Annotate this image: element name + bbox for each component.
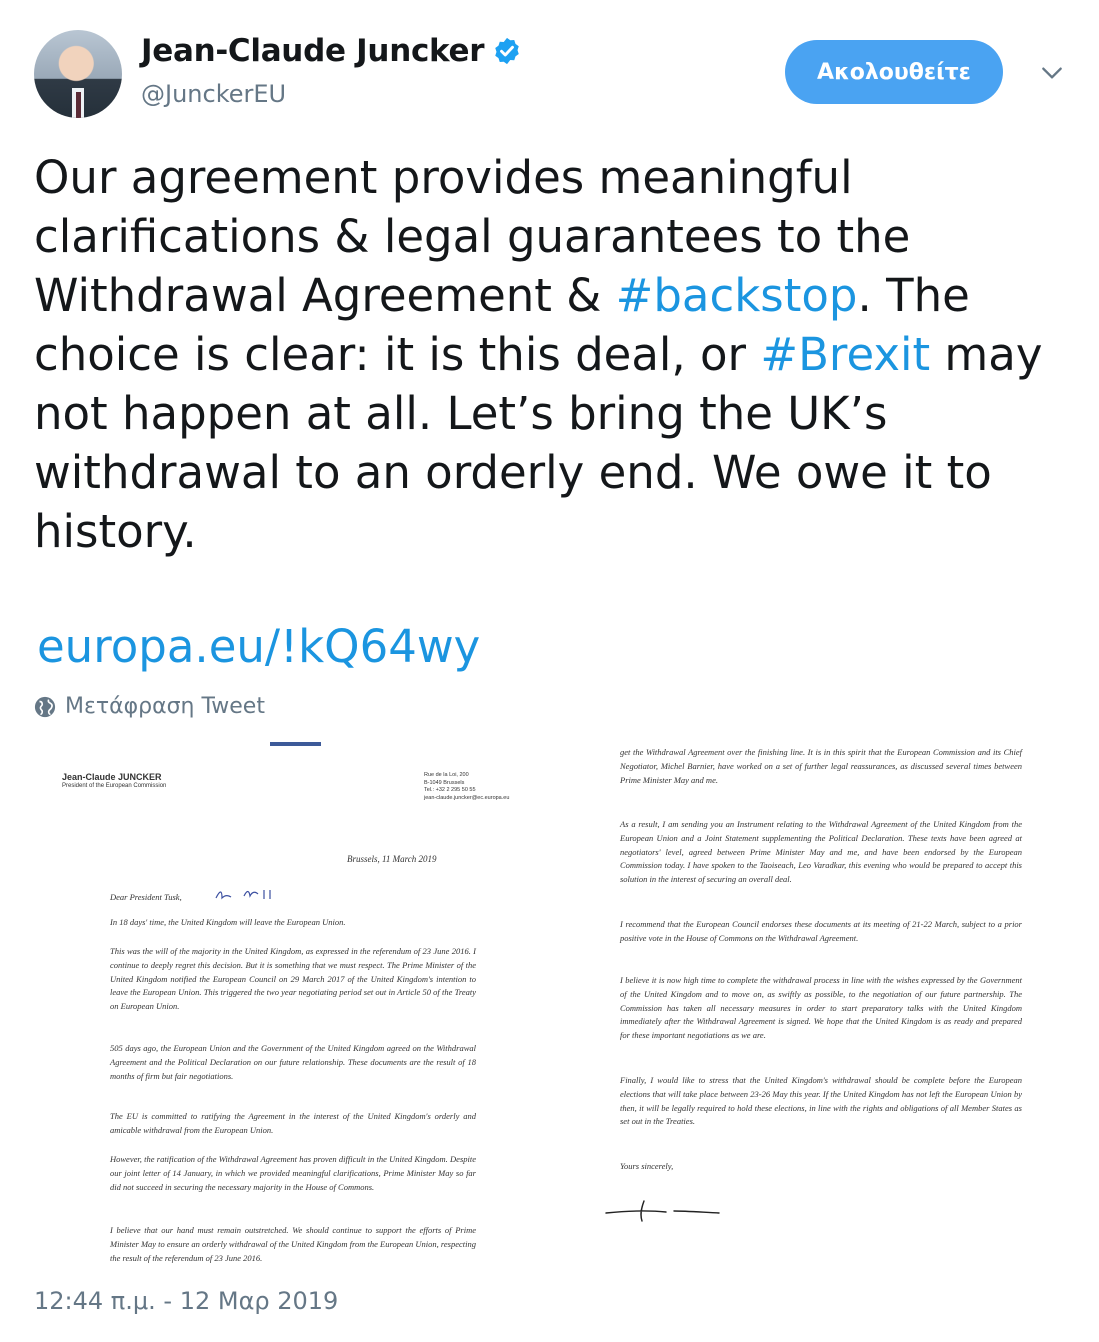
letter-paragraph: As a result, I am sending you an Instrument relating to the Withdrawal Agreement of the United Kingdom from the European Union and a Joint Statement supplementing the Political Declaration. These texts have been agreed at negotiators' level, agreed between Prime Minister May and me, and have been endorsed by the European Commission today. I have spoken to the Taoiseach, Leo Varadkar, this evening who would be prepared to accept this solution in the interest of securing an overall deal. xyxy=(620,819,1022,885)
translate-tweet-link[interactable] xyxy=(34,694,265,719)
attached-letter-image[interactable] xyxy=(34,740,1044,1268)
letterhead-name: Jean-Claude JUNCKER xyxy=(62,772,162,782)
letter-paragraph: I believe it is now high time to complete the withdrawal process in line with the wishes expressed by the Government of the United Kingdom and to move on, as swiftly as possible, to the negotiation of our future partnership. The Commission has taken all necessary measures in order to start preparatory talks with the United Kingdom immediately after the Withdrawal Agreement is signed. We hope that the United Kingdom is as ready and prepared for these important negotiations as we are. xyxy=(620,975,1022,1041)
handwritten-note xyxy=(214,886,284,902)
tweet-text xyxy=(34,148,1044,561)
tweet-text-part: . The choice is clear: it is this deal, or xyxy=(34,269,970,381)
letter-paragraph: The EU is committed to ratifying the Agreement in the interest of the United Kingdom's orderly and amicable withdrawal from the European Union. xyxy=(110,1111,476,1135)
tweet-text-part: may not happen at all. Let’s bring the UK’s withdrawal to an orderly end. We owe it to history. xyxy=(34,328,1043,558)
author-name-row[interactable] xyxy=(141,33,522,69)
avatar-tie xyxy=(76,92,81,118)
letter-paragraph: This was the will of the majority in the United Kingdom, as expressed in the referendum of 23 June 2016. I continue to deeply regret this decision. But it is something that we must respect. The Prime Minister of the United Kingdom notified the European Council on 29 March 2017 of the United Kingdom's intention to leave the European Union. This triggered the two year negotiating period set out in Article 50 of the Treaty on European Union. xyxy=(110,946,476,1012)
globe-icon xyxy=(34,696,56,718)
chevron-down-icon[interactable] xyxy=(1039,60,1065,86)
image-indicator xyxy=(270,742,321,746)
letter-paragraph: Finally, I would like to stress that the United Kingdom's withdrawal should be complete before the European elections that will take place between 23-26 May this year. If the United Kingdom has not left the European Union by then, it will be legally required to hold these elections, in line with the rights and obligations of all Member States as set out in the Treaties. xyxy=(620,1075,1022,1127)
letter-paragraph: However, the ratification of the Withdrawal Agreement has proven difficult in the United Kingdom. Despite our joint letter of 14 January, in which we provided meaningful clarifications, Prime Minister May so far did not succeed in securing the necessary majority in the House of Commons. xyxy=(110,1154,476,1192)
tweet-link[interactable]: europa.eu/!kQ64wy xyxy=(37,620,481,673)
letter-closing: Yours sincerely, xyxy=(620,1161,674,1171)
letter-page-2 xyxy=(562,740,1044,1268)
translate-label[interactable]: Μετάφραση Tweet xyxy=(65,694,265,719)
letter-page-1 xyxy=(34,760,539,1268)
tweet-text-part: Our agreement provides meaningful clarifications & legal guarantees to the Withdrawal Agreement & xyxy=(34,151,911,322)
letterhead-address: Rue de la Loi, 200 B-1049 Brussels Tel.: +32 2 295 50 55 jean-claude.juncker@ec.europa.eu xyxy=(424,772,510,801)
verified-badge-icon xyxy=(492,36,522,66)
author-name[interactable]: Jean-Claude Juncker xyxy=(141,33,485,69)
avatar[interactable] xyxy=(34,30,122,118)
letter-paragraph: 505 days ago, the European Union and the Government of the United Kingdom agreed on the Withdrawal Agreement and the Political Declaration on our future relationship. These documents are the result of 18 months of firm but fair negotiations. xyxy=(110,1043,476,1081)
letter-paragraph: get the Withdrawal Agreement over the finishing line. It is in this spirit that the European Commission and its Chief Negotiator, Michel Barnier, have worked on a set of further legal reassurances, as discussed several times between Prime Minister May and me. xyxy=(620,747,1022,785)
letter-paragraph: I believe that our hand must remain outstretched. We should continue to support the efforts of Prime Minister May to ensure an orderly withdrawal of the United Kingdom from the European Union, respecting the result of the referendum of 23 June 2016. xyxy=(110,1225,476,1263)
author-handle[interactable]: @JunckerEU xyxy=(141,80,287,108)
letterhead-title: President of the European Commission xyxy=(62,783,167,789)
letter-paragraph: I recommend that the European Council endorses these documents at its meeting of 21-22 March, subject to a prior positive vote in the House of Commons on the Withdrawal Agreement. xyxy=(620,919,1022,943)
signature-image xyxy=(604,1195,734,1225)
letter-paragraph: In 18 days' time, the United Kingdom will leave the European Union. xyxy=(110,917,346,927)
letter-salutation: Dear President Tusk, xyxy=(110,892,182,902)
hashtag-link[interactable]: #backstop xyxy=(615,269,858,322)
hashtag-link[interactable]: #Brexit xyxy=(760,328,931,381)
tweet-timestamp[interactable]: 12:44 π.μ. - 12 Μαρ 2019 xyxy=(34,1287,339,1315)
following-button[interactable]: Ακολουθείτε xyxy=(785,40,1003,104)
letter-date: Brussels, 11 March 2019 xyxy=(347,854,437,864)
